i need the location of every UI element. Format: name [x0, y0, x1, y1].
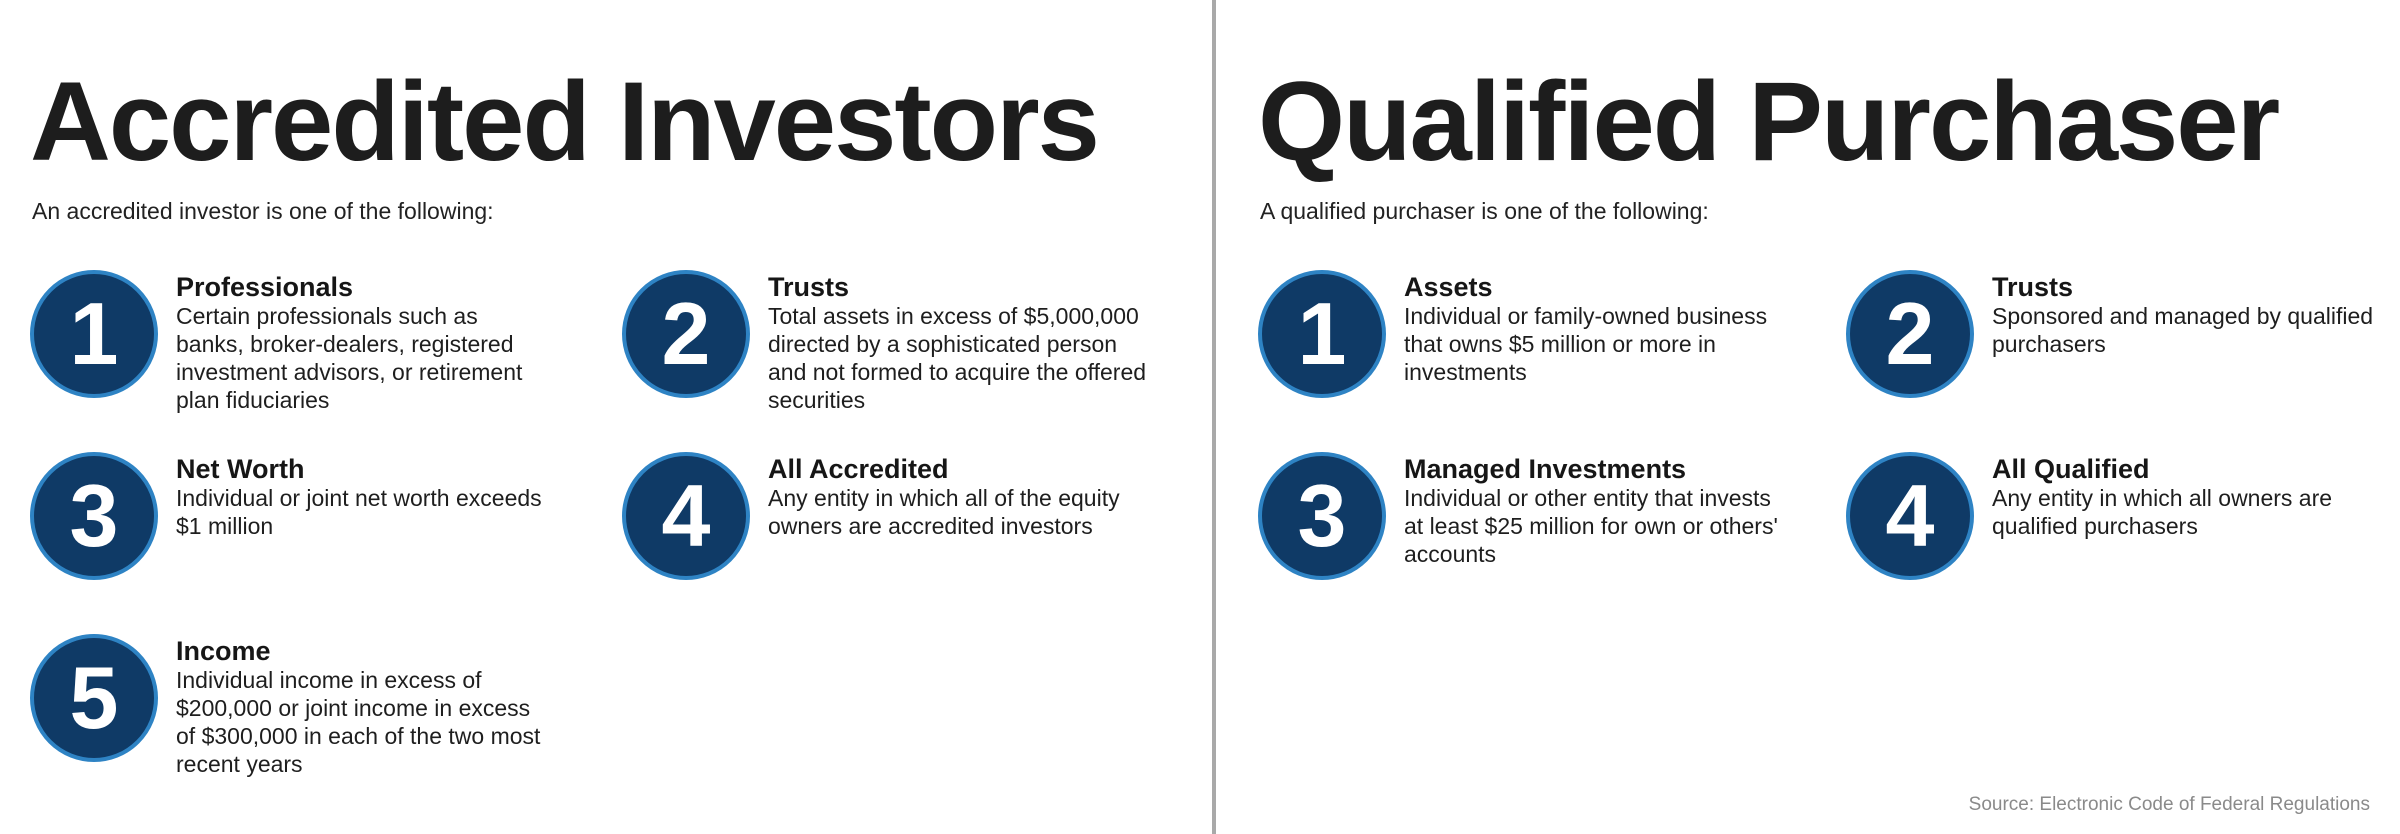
- number-badge: 2: [1846, 270, 1974, 398]
- panel-subtitle: An accredited investor is one of the following:: [32, 198, 494, 224]
- criterion-title: Income: [176, 636, 271, 666]
- criterion-title: Trusts: [768, 272, 850, 302]
- number-badge: 4: [1846, 452, 1974, 580]
- criterion-title: All Qualified: [1992, 454, 2150, 484]
- number-badge: 4: [622, 452, 750, 580]
- criterion-title: Trusts: [1992, 272, 2074, 302]
- criterion-description: Certain professionals such as banks, broker-dealers, registered investment advisors, or retirement plan fiduciaries: [176, 303, 523, 413]
- criterion-description: Individual or joint net worth exceeds $1 million: [176, 485, 542, 539]
- criterion-title: All Accredited: [768, 454, 949, 484]
- criterion-description: Any entity in which all owners are qualified purchasers: [1992, 485, 2333, 539]
- qualified-purchaser-panel: [1258, 0, 2388, 834]
- accredited-investors-panel: [30, 0, 1190, 834]
- criterion-description: Sponsored and managed by qualified purchasers: [1992, 303, 2374, 357]
- source-citation: Source: Electronic Code of Federal Regulations: [1968, 794, 2370, 815]
- panel-divider: [1212, 0, 1216, 834]
- criterion-title: Assets: [1404, 272, 1493, 302]
- number-badge: 5: [30, 634, 158, 762]
- criterion-description: Any entity in which all of the equity owners are accredited investors: [768, 485, 1120, 539]
- criterion-title: Net Worth: [176, 454, 305, 484]
- criterion-description: Total assets in excess of $5,000,000 directed by a sophisticated person and not formed to acquire the offered securities: [768, 303, 1147, 413]
- panel-subtitle: A qualified purchaser is one of the following:: [1260, 198, 1709, 224]
- number-badge: 3: [30, 452, 158, 580]
- number-badge: 2: [622, 270, 750, 398]
- criterion-title: Managed Investments: [1404, 454, 1687, 484]
- criterion-title: Professionals: [176, 272, 354, 302]
- criterion-description: Individual or family-owned business that owns $5 million or more in investments: [1404, 303, 1768, 385]
- page-title: Qualified Purchaser: [1258, 59, 2279, 184]
- number-badge: 1: [30, 270, 158, 398]
- criterion-description: Individual or other entity that invests at least $25 million for own or others' accounts: [1404, 485, 1778, 567]
- criterion-description: Individual income in excess of $200,000 or joint income in excess of $300,000 in each of the two most recent years: [176, 667, 541, 777]
- number-badge: 3: [1258, 452, 1386, 580]
- page-title: Accredited Investors: [30, 59, 1098, 184]
- number-badge: 1: [1258, 270, 1386, 398]
